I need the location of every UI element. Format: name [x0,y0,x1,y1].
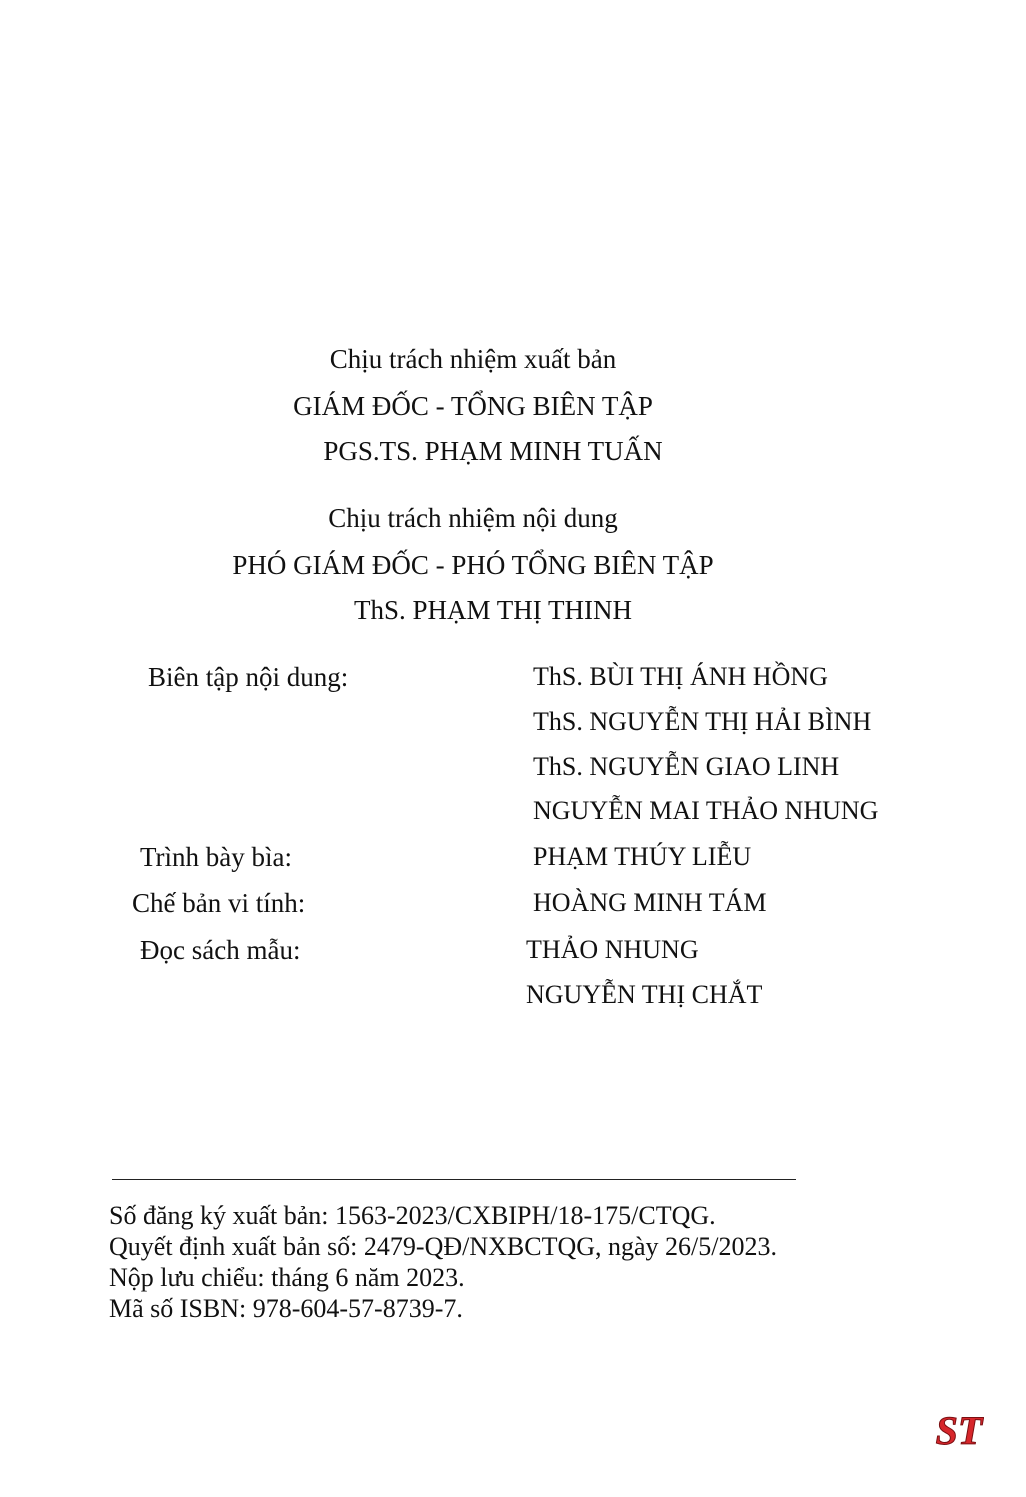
divider-line [112,1179,796,1180]
deputy-director-name: ThS. PHẠM THỊ THINH [353,595,632,625]
credit-label-proofreading: Đọc sách mẫu: [140,935,301,965]
publishing-director-title: GIÁM ĐỐC - TỔNG BIÊN TẬP [293,391,653,421]
credit-name: NGUYỄN MAI THẢO NHUNG [533,796,879,825]
credit-name: NGUYỄN THỊ CHẮT [526,980,763,1009]
publishing-decision: Quyết định xuất bản số: 2479-QĐ/NXBCTQG, ngày 26/5/2023. [109,1232,778,1261]
registration-number: Số đăng ký xuất bản: 1563-2023/CXBIPH/18-175/CTQG. [109,1201,716,1230]
credit-name: ThS. NGUYỄN GIAO LINH [533,752,840,781]
credit-name: PHẠM THÚY LIỄU [533,842,752,871]
logo-text: ST [935,1408,983,1453]
credit-name: ThS. NGUYỄN THỊ HẢI BÌNH [533,707,872,736]
publishing-responsibility-heading: Chịu trách nhiệm xuất bản [329,344,617,374]
legal-deposit: Nộp lưu chiểu: tháng 6 năm 2023. [109,1263,465,1292]
publisher-logo-icon [934,1404,984,1454]
isbn: Mã số ISBN: 978-604-57-8739-7. [109,1294,463,1323]
credit-name: HOÀNG MINH TÁM [533,888,767,917]
deputy-director-title: PHÓ GIÁM ĐỐC - PHÓ TỔNG BIÊN TẬP [232,550,714,580]
credit-label-content-editors: Biên tập nội dung: [148,662,349,692]
credit-name: ThS. BÙI THỊ ÁNH HỒNG [533,662,828,691]
credit-name: THẢO NHUNG [526,935,699,964]
content-responsibility-heading: Chịu trách nhiệm nội dung [328,503,618,533]
credit-label-typesetting: Chế bản vi tính: [132,888,306,918]
credit-label-cover-design: Trình bày bìa: [140,842,293,872]
publishing-director-name: PGS.TS. PHẠM MINH TUẤN [323,436,663,466]
